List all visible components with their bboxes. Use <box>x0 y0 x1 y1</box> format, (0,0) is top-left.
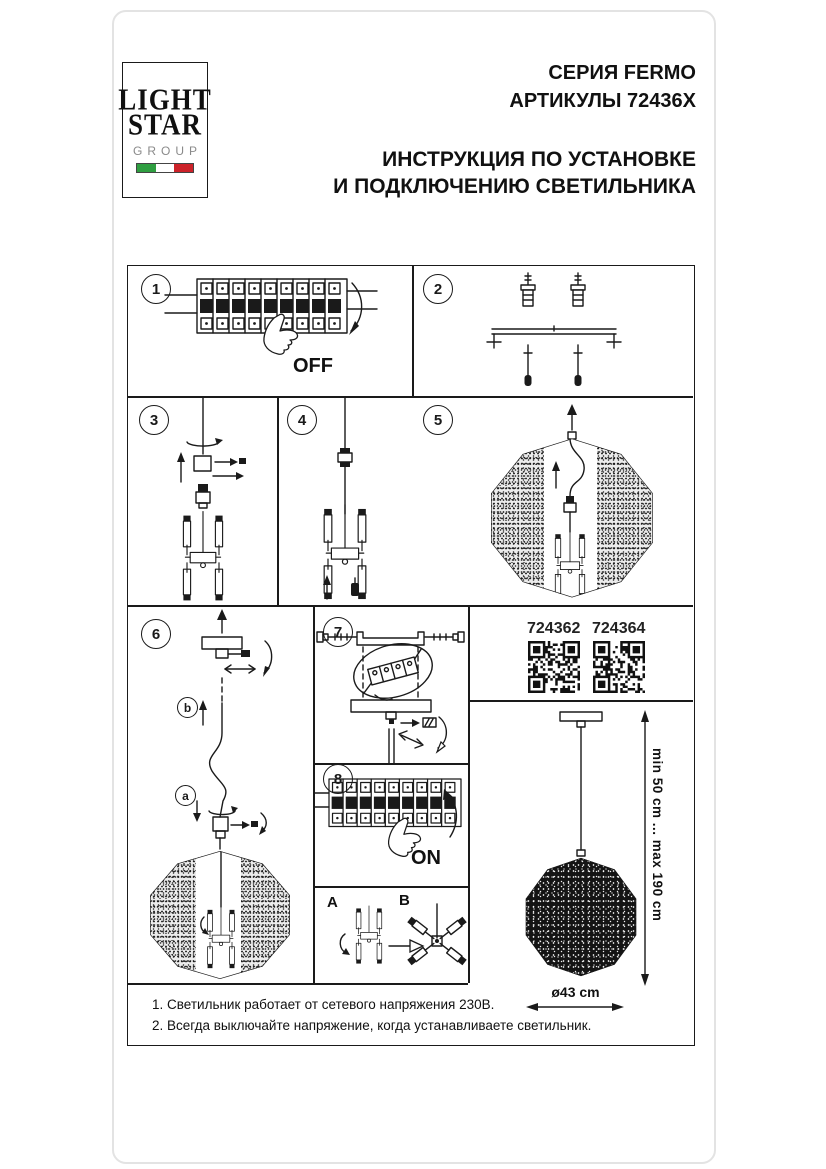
breaker-on-drawing <box>313 763 468 886</box>
step-6a-badge: a <box>175 785 196 806</box>
position-b-label: B <box>399 892 410 909</box>
logo-text-group: GROUP <box>132 143 202 158</box>
step-6-panel <box>127 605 313 983</box>
footnotes <box>127 983 693 1047</box>
series-title: СЕРИЯ FERMO <box>548 62 696 84</box>
on-label: ON <box>411 847 441 869</box>
diameter-label: ø43 cm <box>551 984 600 1000</box>
articles-title: АРТИКУЛЫ 72436X <box>509 90 696 112</box>
shade-drawing <box>144 849 296 981</box>
lightstar-logo <box>118 62 212 198</box>
step-7-panel <box>313 605 468 763</box>
article-number-left: 724362 <box>527 620 581 637</box>
step-3-panel <box>127 396 277 605</box>
assembly-drawing <box>127 605 313 851</box>
note-line-1: 1. Светильник работает от сетевого напряжения 230В. <box>152 997 495 1012</box>
step-6b-badge: b <box>177 697 198 718</box>
step-1-panel <box>127 265 412 396</box>
qr-code-left <box>528 641 580 693</box>
step-ab-panel <box>313 886 468 983</box>
note-line-2: 2. Всегда выключайте напряжение, когда устанавливаете светильник. <box>152 1018 592 1033</box>
position-a-label: A <box>327 894 338 911</box>
step-5-badge: 5 <box>423 405 453 435</box>
qr-panel <box>468 605 696 700</box>
cord-adjust-drawing <box>127 396 277 605</box>
logo-text-light: LIGHT <box>118 81 212 117</box>
step-1-badge: 1 <box>141 274 171 304</box>
logo-text-star: STAR <box>127 106 203 142</box>
lamp-insert-drawing <box>277 396 412 605</box>
step-4-panel <box>277 396 412 605</box>
step-6-badge: 6 <box>141 619 171 649</box>
doc-title-line1: ИНСТРУКЦИЯ ПО УСТАНОВКЕ <box>382 148 696 171</box>
italian-flag-icon <box>136 163 194 173</box>
breaker-off-drawing <box>127 265 412 396</box>
step-8-badge: 8 <box>323 764 353 794</box>
height-range-label: min 50 cm ... max 190 cm <box>650 748 665 922</box>
step-8-panel <box>313 763 468 886</box>
off-label: OFF <box>293 355 333 377</box>
shade-drawing <box>484 436 660 600</box>
step-7-badge: 7 <box>323 617 353 647</box>
pull-up-arrow <box>412 396 696 448</box>
article-number-right: 724364 <box>592 620 646 637</box>
canopy-fixing-drawing <box>313 605 468 763</box>
step-2-badge: 2 <box>423 274 453 304</box>
mounting-hardware-drawing <box>412 265 696 396</box>
step-2-panel <box>412 265 696 396</box>
step-4-badge: 4 <box>287 405 317 435</box>
doc-title-line2: И ПОДКЛЮЧЕНИЮ СВЕТИЛЬНИКА <box>333 175 696 198</box>
step-3-badge: 3 <box>139 405 169 435</box>
qr-code-right <box>593 641 645 693</box>
step-5-panel <box>412 396 696 605</box>
